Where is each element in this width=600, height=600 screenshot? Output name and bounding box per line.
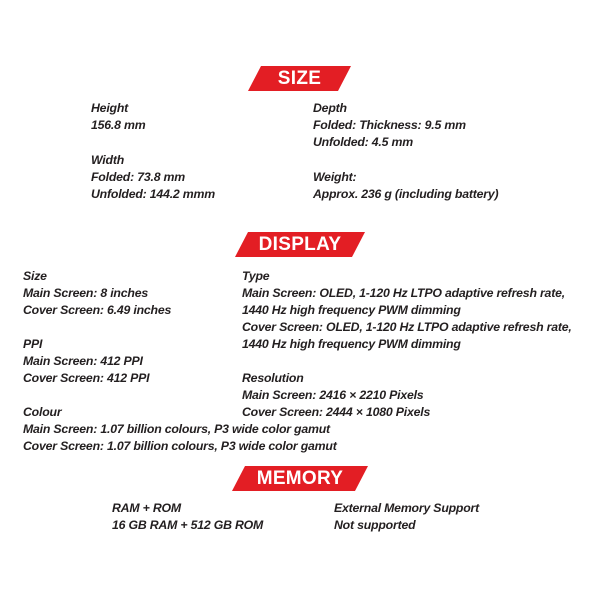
memory-ram-rom-spec [112,500,263,534]
spec-value: Main Screen: 2416 × 2210 Pixels [242,388,424,402]
spec-label: External Memory Support [334,501,480,515]
memory-external-spec [334,500,479,534]
memory-section-banner [232,466,368,491]
display-type-spec [242,268,572,353]
display-ppi-spec [23,336,149,387]
size-section-banner [248,66,351,91]
size-section-title: SIZE [277,67,322,89]
spec-value: Cover Screen: 1.07 billion colours, P3 wide color gamut [23,439,337,453]
spec-label: Resolution [242,371,304,385]
display-resolution-spec [242,370,430,421]
memory-section-title: MEMORY [256,467,344,489]
spec-value: Folded: Thickness: 9.5 mm [313,118,466,132]
spec-label: Height [91,101,129,115]
spec-value: Folded: 73.8 mm [91,170,186,184]
spec-label: Depth [313,101,347,115]
spec-value: Main Screen: OLED, 1-120 Hz LTPO adaptive refresh rate, [242,286,565,300]
spec-value: Approx. 236 g (including battery) [313,187,499,201]
spec-value: Unfolded: 4.5 mm [313,135,413,149]
spec-value: 16 GB RAM + 512 GB ROM [112,518,264,532]
spec-value: Main Screen: 1.07 billion colours, P3 wide color gamut [23,422,330,436]
spec-value: 1440 Hz high frequency PWM dimming [242,337,461,351]
size-height-spec [91,100,145,134]
spec-value: Cover Screen: 412 PPI [23,371,150,385]
spec-label: RAM + ROM [112,501,181,515]
spec-value: Cover Screen: OLED, 1-120 Hz LTPO adaptive refresh rate, [242,320,572,334]
spec-label: Width [91,153,125,167]
spec-label: Type [242,269,270,283]
display-section-banner [235,232,365,257]
spec-label: Size [23,269,47,283]
spec-label: PPI [23,337,43,351]
spec-value: 156.8 mm [91,118,146,132]
spec-value: 1440 Hz high frequency PWM dimming [242,303,461,317]
display-section-title: DISPLAY [258,233,342,255]
spec-value: Main Screen: 8 inches [23,286,148,300]
spec-label: Colour [23,405,62,419]
spec-value: Unfolded: 144.2 mmm [91,187,215,201]
size-width-spec [91,152,215,203]
spec-label: Weight: [313,170,357,184]
spec-value: Not supported [334,518,416,532]
spec-value: Cover Screen: 2444 × 1080 Pixels [242,405,431,419]
size-weight-spec [313,169,498,203]
spec-value: Cover Screen: 6.49 inches [23,303,172,317]
spec-value: Main Screen: 412 PPI [23,354,143,368]
display-size-spec [23,268,171,319]
size-depth-spec [313,100,466,151]
